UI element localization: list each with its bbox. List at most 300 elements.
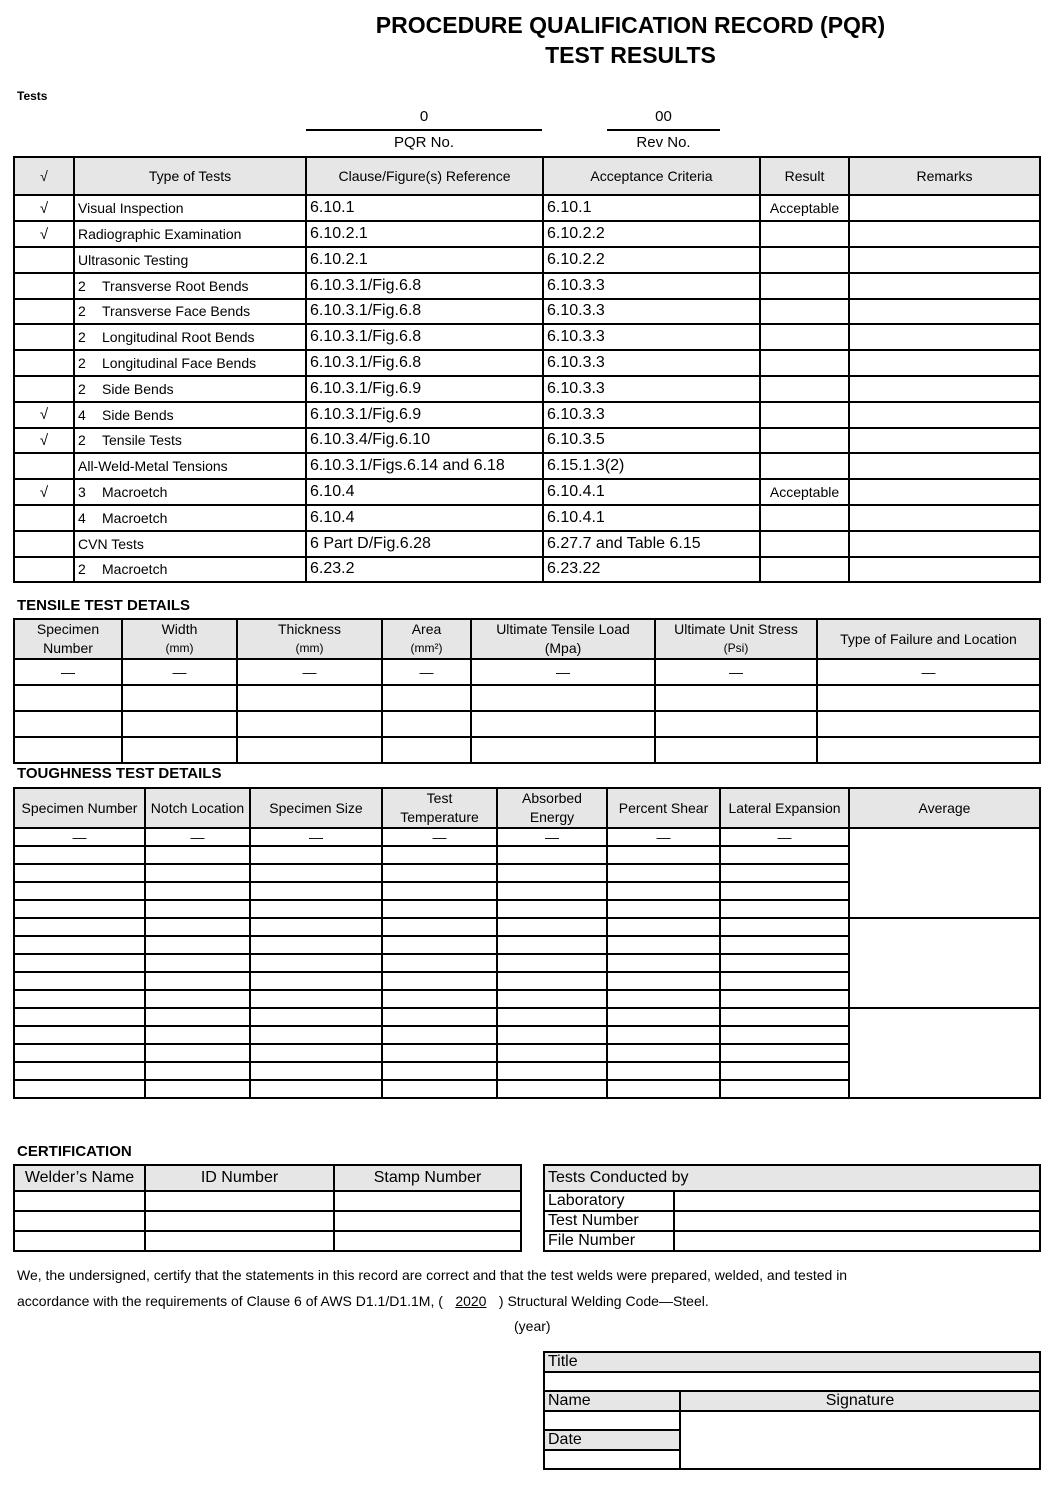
- test-type-label: Visual Inspection: [78, 200, 184, 216]
- col-criteria-header: Acceptance Criteria: [543, 157, 760, 195]
- tensile-cell[interactable]: [471, 711, 655, 737]
- test-result-cell[interactable]: [760, 247, 849, 273]
- test-check-cell[interactable]: [14, 453, 74, 479]
- tensile-column-header: [237, 619, 382, 659]
- toughness-cell[interactable]: [14, 1080, 145, 1098]
- toughness-cell[interactable]: —: [250, 828, 382, 846]
- test-criteria-cell: 6.10.3.3: [543, 350, 760, 376]
- test-check-cell[interactable]: [14, 557, 74, 583]
- toughness-cell[interactable]: [250, 918, 382, 936]
- name-field[interactable]: [544, 1411, 680, 1430]
- test-criteria-cell: 6.10.1: [543, 195, 760, 221]
- toughness-cell[interactable]: [250, 1026, 382, 1044]
- id-number-header: ID Number: [145, 1165, 334, 1191]
- toughness-cell[interactable]: [497, 936, 607, 954]
- test-criteria-cell: 6.10.3.3: [543, 402, 760, 428]
- test-result-cell[interactable]: [760, 505, 849, 531]
- tensile-cell[interactable]: [471, 737, 655, 763]
- test-reference-cell: 6.10.3.1/Fig.6.9: [306, 402, 543, 428]
- toughness-cell[interactable]: [720, 1008, 849, 1026]
- toughness-cell[interactable]: [607, 1044, 720, 1062]
- toughness-cell[interactable]: [145, 936, 250, 954]
- test-reference-cell: 6.10.4: [306, 479, 543, 505]
- file-number-field[interactable]: [674, 1231, 1040, 1251]
- laboratory-field[interactable]: [674, 1191, 1040, 1211]
- test-check-cell[interactable]: √: [14, 195, 74, 221]
- toughness-cell[interactable]: [14, 1026, 145, 1044]
- test-row: [14, 221, 1040, 247]
- tensile-cell[interactable]: [237, 685, 382, 711]
- toughness-cell[interactable]: [145, 1008, 250, 1026]
- tensile-cell[interactable]: [382, 737, 471, 763]
- test-remarks-cell[interactable]: [849, 195, 1040, 221]
- toughness-cell[interactable]: [14, 900, 145, 918]
- toughness-cell[interactable]: [497, 972, 607, 990]
- tensile-row: [14, 659, 1040, 685]
- test-criteria-cell: 6.10.3.3: [543, 273, 760, 299]
- test-type-cell: [74, 195, 306, 221]
- certification-statement-line-1: We, the undersigned, certify that the statements in this record are correct and that the test welds were prepared, welded, and tested in: [17, 1267, 848, 1283]
- rev-number-underline: [607, 129, 720, 131]
- toughness-cell[interactable]: [382, 1080, 497, 1098]
- test-criteria-cell: 6.10.4.1: [543, 479, 760, 505]
- test-criteria-cell: 6.10.3.3: [543, 376, 760, 402]
- test-check-cell[interactable]: [14, 273, 74, 299]
- toughness-cell[interactable]: [145, 882, 250, 900]
- toughness-cell[interactable]: [145, 846, 250, 864]
- toughness-column-header: [382, 788, 497, 828]
- tensile-cell[interactable]: [655, 737, 817, 763]
- test-check-cell[interactable]: [14, 376, 74, 402]
- test-row: [14, 324, 1040, 350]
- toughness-cell[interactable]: [497, 1080, 607, 1098]
- toughness-cell[interactable]: [497, 954, 607, 972]
- toughness-column-header: [250, 788, 382, 828]
- test-remarks-cell[interactable]: [849, 299, 1040, 325]
- test-check-cell[interactable]: √: [14, 221, 74, 247]
- toughness-cell[interactable]: [250, 1080, 382, 1098]
- toughness-cell[interactable]: [720, 936, 849, 954]
- toughness-cell[interactable]: [607, 882, 720, 900]
- test-result-cell[interactable]: [760, 557, 849, 583]
- tensile-cell[interactable]: —: [382, 659, 471, 685]
- test-criteria-cell: 6.10.2.2: [543, 221, 760, 247]
- col-check-header: √: [14, 157, 74, 195]
- test-criteria-cell: 6.10.2.2: [543, 247, 760, 273]
- stamp-number-cell[interactable]: [334, 1231, 521, 1251]
- tensile-cell[interactable]: [655, 711, 817, 737]
- toughness-cell[interactable]: [497, 1044, 607, 1062]
- toughness-cell[interactable]: [14, 864, 145, 882]
- tests-table: [13, 156, 1041, 583]
- test-type-cell: [74, 505, 306, 531]
- tensile-column-header: [122, 619, 237, 659]
- date-field[interactable]: [544, 1450, 680, 1469]
- toughness-cell[interactable]: [382, 900, 497, 918]
- title-line-1: PROCEDURE QUALIFICATION RECORD (PQR): [375, 12, 886, 38]
- test-reference-cell: 6.10.3.4/Fig.6.10: [306, 428, 543, 454]
- toughness-column-header: [145, 788, 250, 828]
- toughness-cell[interactable]: [497, 846, 607, 864]
- toughness-cell[interactable]: [14, 972, 145, 990]
- toughness-cell[interactable]: [14, 1044, 145, 1062]
- toughness-cell[interactable]: [14, 1008, 145, 1026]
- pqr-number-underline: [306, 129, 542, 131]
- toughness-cell[interactable]: [382, 1026, 497, 1044]
- test-check-cell[interactable]: [14, 531, 74, 557]
- toughness-cell[interactable]: [720, 882, 849, 900]
- test-type-cell: [74, 299, 306, 325]
- test-reference-cell: 6 Part D/Fig.6.28: [306, 531, 543, 557]
- toughness-cell[interactable]: [497, 990, 607, 1008]
- test-check-cell[interactable]: [14, 505, 74, 531]
- test-quantity: 2: [78, 329, 86, 346]
- welder-name-cell[interactable]: [14, 1231, 145, 1251]
- test-remarks-cell[interactable]: [849, 479, 1040, 505]
- tensile-header-line-1: Ultimate Tensile Load: [496, 621, 630, 637]
- test-remarks-cell[interactable]: [849, 221, 1040, 247]
- tests-conducted-table: [543, 1164, 1041, 1252]
- toughness-cell[interactable]: [250, 954, 382, 972]
- toughness-cell[interactable]: [720, 864, 849, 882]
- tests-conducted-header: Tests Conducted by: [544, 1165, 1040, 1191]
- toughness-cell[interactable]: [497, 1062, 607, 1080]
- page-title: [0, 10, 1049, 70]
- toughness-header-line-1: Absorbed: [522, 790, 582, 806]
- test-remarks-cell[interactable]: [849, 324, 1040, 350]
- toughness-cell[interactable]: [497, 918, 607, 936]
- test-row: [14, 350, 1040, 376]
- file-number-label: File Number: [544, 1231, 674, 1251]
- toughness-cell[interactable]: [382, 1062, 497, 1080]
- toughness-cell[interactable]: [250, 846, 382, 864]
- tensile-header-line-2: (Mpa): [544, 640, 582, 656]
- test-remarks-cell[interactable]: [849, 428, 1040, 454]
- test-type-cell: [74, 402, 306, 428]
- test-remarks-cell[interactable]: [849, 402, 1040, 428]
- test-result-cell[interactable]: [760, 453, 849, 479]
- test-check-cell[interactable]: √: [14, 479, 74, 505]
- test-criteria-cell: 6.27.7 and Table 6.15: [543, 531, 760, 557]
- toughness-cell[interactable]: —: [607, 828, 720, 846]
- test-quantity: 2: [78, 355, 86, 372]
- test-result-cell[interactable]: [760, 350, 849, 376]
- test-remarks-cell[interactable]: [849, 247, 1040, 273]
- test-number-field[interactable]: [674, 1211, 1040, 1231]
- test-type-label: Macroetch: [102, 484, 168, 501]
- toughness-cell[interactable]: [607, 936, 720, 954]
- toughness-cell[interactable]: [607, 846, 720, 864]
- tensile-header-line-1: Ultimate Unit Stress: [674, 621, 798, 637]
- test-reference-cell: 6.10.3.1/Figs.6.14 and 6.18: [306, 453, 543, 479]
- test-criteria-cell: 6.23.22: [543, 557, 760, 583]
- col-type-header: Type of Tests: [74, 157, 306, 195]
- rev-number-value[interactable]: 00: [655, 108, 672, 125]
- tensile-cell[interactable]: [122, 737, 237, 763]
- toughness-column-header: [720, 788, 849, 828]
- toughness-cell[interactable]: [607, 1008, 720, 1026]
- certification-statement-line-2: [17, 1293, 709, 1309]
- toughness-cell[interactable]: [497, 900, 607, 918]
- laboratory-label: Laboratory: [544, 1191, 674, 1211]
- test-reference-cell: 6.10.2.1: [306, 221, 543, 247]
- stamp-number-header: Stamp Number: [334, 1165, 521, 1191]
- test-remarks-cell[interactable]: [849, 273, 1040, 299]
- toughness-cell[interactable]: [720, 846, 849, 864]
- statement-text-a: accordance with the requirements of Clause 6 of AWS D1.1/D1.1M, (: [17, 1293, 443, 1309]
- tensile-cell[interactable]: [382, 711, 471, 737]
- toughness-cell[interactable]: [250, 990, 382, 1008]
- toughness-cell[interactable]: [250, 1062, 382, 1080]
- test-quantity: 2: [78, 432, 86, 449]
- toughness-cell[interactable]: [607, 972, 720, 990]
- test-check-cell[interactable]: √: [14, 428, 74, 454]
- toughness-cell[interactable]: [607, 1062, 720, 1080]
- toughness-header-line-1: Average: [918, 799, 971, 816]
- toughness-cell[interactable]: [607, 864, 720, 882]
- toughness-cell[interactable]: [250, 900, 382, 918]
- toughness-cell[interactable]: [720, 990, 849, 1008]
- test-row: [14, 299, 1040, 325]
- tensile-cell[interactable]: —: [655, 659, 817, 685]
- toughness-cell[interactable]: [14, 990, 145, 1008]
- test-type-label: Radiographic Examination: [78, 226, 242, 242]
- tensile-cell[interactable]: [237, 737, 382, 763]
- test-remarks-cell[interactable]: [849, 505, 1040, 531]
- test-result-cell[interactable]: [760, 402, 849, 428]
- test-result-cell[interactable]: [760, 299, 849, 325]
- test-check-cell[interactable]: [14, 324, 74, 350]
- tensile-header-line-2: (mm²): [410, 641, 443, 655]
- tensile-header-line-1: Width: [161, 621, 198, 637]
- tensile-table: [13, 618, 1041, 764]
- test-type-cell: [74, 273, 306, 299]
- toughness-cell[interactable]: [720, 1026, 849, 1044]
- test-row: [14, 453, 1040, 479]
- id-number-cell[interactable]: [145, 1211, 334, 1231]
- name-label: Name: [544, 1391, 680, 1411]
- toughness-cell[interactable]: [14, 1062, 145, 1080]
- toughness-cell[interactable]: [145, 1044, 250, 1062]
- test-remarks-cell[interactable]: [849, 376, 1040, 402]
- test-remarks-cell[interactable]: [849, 531, 1040, 557]
- toughness-table: [13, 787, 1041, 1099]
- tensile-cell[interactable]: [655, 685, 817, 711]
- test-type-label: CVN Tests: [78, 535, 144, 552]
- toughness-cell[interactable]: [250, 1044, 382, 1062]
- toughness-cell[interactable]: [382, 1044, 497, 1062]
- toughness-cell[interactable]: [14, 846, 145, 864]
- test-check-cell[interactable]: [14, 299, 74, 325]
- tensile-cell[interactable]: —: [817, 659, 1040, 685]
- tensile-cell[interactable]: —: [471, 659, 655, 685]
- tensile-column-header: [655, 619, 817, 659]
- toughness-header-line-1: Notch Location: [150, 799, 245, 816]
- test-type-label: Longitudinal Face Bends: [102, 355, 257, 372]
- toughness-cell[interactable]: [720, 954, 849, 972]
- id-number-cell[interactable]: [145, 1231, 334, 1251]
- toughness-cell[interactable]: [607, 900, 720, 918]
- toughness-cell[interactable]: [145, 1062, 250, 1080]
- toughness-header-line-1: Specimen Number: [21, 799, 138, 816]
- toughness-cell[interactable]: [607, 918, 720, 936]
- toughness-cell[interactable]: [145, 1080, 250, 1098]
- tensile-cell[interactable]: —: [237, 659, 382, 685]
- tensile-cell[interactable]: —: [14, 659, 122, 685]
- test-check-cell[interactable]: [14, 247, 74, 273]
- toughness-cell[interactable]: [145, 990, 250, 1008]
- toughness-cell[interactable]: [250, 864, 382, 882]
- id-number-cell[interactable]: [145, 1191, 334, 1211]
- title-field[interactable]: [544, 1372, 1040, 1391]
- test-remarks-cell[interactable]: [849, 453, 1040, 479]
- toughness-cell[interactable]: —: [497, 828, 607, 846]
- toughness-cell[interactable]: [14, 918, 145, 936]
- tensile-cell[interactable]: —: [122, 659, 237, 685]
- year-field[interactable]: 2020: [455, 1293, 487, 1309]
- toughness-cell[interactable]: [720, 1080, 849, 1098]
- toughness-average-cell[interactable]: [849, 918, 1040, 1008]
- toughness-cell[interactable]: [720, 1044, 849, 1062]
- toughness-cell[interactable]: [720, 900, 849, 918]
- test-type-cell: [74, 428, 306, 454]
- test-row: [14, 428, 1040, 454]
- test-criteria-cell: 6.10.3.3: [543, 299, 760, 325]
- toughness-cell[interactable]: [145, 954, 250, 972]
- test-reference-cell: 6.10.4: [306, 505, 543, 531]
- tensile-cell[interactable]: [817, 737, 1040, 763]
- toughness-cell[interactable]: —: [145, 828, 250, 846]
- toughness-cell[interactable]: [607, 990, 720, 1008]
- toughness-header-line-2: Energy: [529, 809, 575, 825]
- toughness-cell[interactable]: [382, 846, 497, 864]
- toughness-cell[interactable]: [250, 936, 382, 954]
- toughness-cell[interactable]: [145, 864, 250, 882]
- tensile-header-line-2: (mm): [165, 641, 194, 655]
- test-type-label: Transverse Root Bends: [102, 277, 249, 294]
- toughness-cell[interactable]: [607, 1026, 720, 1044]
- toughness-cell[interactable]: [250, 1008, 382, 1026]
- toughness-cell[interactable]: —: [720, 828, 849, 846]
- test-result-cell[interactable]: Acceptable: [760, 479, 849, 505]
- toughness-cell[interactable]: [720, 972, 849, 990]
- test-type-label: Ultrasonic Testing: [78, 251, 189, 268]
- toughness-cell[interactable]: [145, 972, 250, 990]
- col-remarks-header: Remarks: [849, 157, 1040, 195]
- test-result-cell[interactable]: [760, 273, 849, 299]
- test-type-cell: [74, 531, 306, 557]
- toughness-average-cell[interactable]: [849, 828, 1040, 918]
- toughness-cell[interactable]: [250, 972, 382, 990]
- toughness-cell[interactable]: [382, 972, 497, 990]
- test-type-cell: [74, 324, 306, 350]
- toughness-cell[interactable]: [607, 954, 720, 972]
- toughness-cell[interactable]: [145, 918, 250, 936]
- pqr-number-value[interactable]: 0: [419, 108, 429, 125]
- toughness-cell[interactable]: [14, 954, 145, 972]
- tensile-header-line-2: Number: [43, 640, 93, 656]
- toughness-cell[interactable]: —: [14, 828, 145, 846]
- col-reference-header: Clause/Figure(s) Reference: [306, 157, 543, 195]
- stamp-number-cell[interactable]: [334, 1191, 521, 1211]
- certification-section-title: CERTIFICATION: [17, 1143, 132, 1160]
- test-remarks-cell[interactable]: [849, 350, 1040, 376]
- test-row: [14, 376, 1040, 402]
- toughness-cell[interactable]: —: [382, 828, 497, 846]
- tensile-cell[interactable]: [14, 711, 122, 737]
- toughness-cell[interactable]: [497, 882, 607, 900]
- test-result-cell[interactable]: Acceptable: [760, 195, 849, 221]
- tensile-cell[interactable]: [122, 685, 237, 711]
- toughness-cell[interactable]: [145, 1026, 250, 1044]
- stamp-number-cell[interactable]: [334, 1211, 521, 1231]
- toughness-column-header: [849, 788, 1040, 828]
- tensile-cell[interactable]: [237, 711, 382, 737]
- toughness-cell[interactable]: [720, 1062, 849, 1080]
- test-result-cell[interactable]: [760, 376, 849, 402]
- toughness-cell[interactable]: [497, 1026, 607, 1044]
- toughness-cell[interactable]: [497, 1008, 607, 1026]
- toughness-cell[interactable]: [607, 1080, 720, 1098]
- test-criteria-cell: 6.10.3.5: [543, 428, 760, 454]
- tensile-cell[interactable]: [14, 737, 122, 763]
- toughness-cell[interactable]: [250, 882, 382, 900]
- toughness-cell[interactable]: [720, 918, 849, 936]
- toughness-cell[interactable]: [14, 936, 145, 954]
- test-check-cell[interactable]: [14, 350, 74, 376]
- test-result-cell[interactable]: [760, 324, 849, 350]
- toughness-cell[interactable]: [382, 954, 497, 972]
- toughness-cell[interactable]: [145, 900, 250, 918]
- test-row: [14, 273, 1040, 299]
- tensile-column-header: [14, 619, 122, 659]
- signature-field[interactable]: [680, 1411, 1040, 1469]
- toughness-cell[interactable]: [382, 990, 497, 1008]
- tests-label: Tests: [17, 89, 48, 103]
- welder-name-header: Welder’s Name: [14, 1165, 145, 1191]
- toughness-cell[interactable]: [382, 918, 497, 936]
- toughness-cell[interactable]: [382, 1008, 497, 1026]
- tensile-cell[interactable]: [122, 711, 237, 737]
- tensile-cell[interactable]: [471, 685, 655, 711]
- toughness-cell[interactable]: [14, 882, 145, 900]
- test-row: [14, 479, 1040, 505]
- welder-name-cell[interactable]: [14, 1191, 145, 1211]
- tensile-header-line-2: (mm): [295, 641, 324, 655]
- test-row: [14, 557, 1040, 583]
- toughness-row: [14, 828, 1040, 846]
- welder-name-cell[interactable]: [14, 1211, 145, 1231]
- test-result-cell[interactable]: [760, 428, 849, 454]
- toughness-cell[interactable]: [382, 882, 497, 900]
- test-check-cell[interactable]: √: [14, 402, 74, 428]
- tensile-cell[interactable]: [382, 685, 471, 711]
- toughness-cell[interactable]: [382, 936, 497, 954]
- test-remarks-cell[interactable]: [849, 557, 1040, 583]
- tensile-header-line-2: (Psi): [723, 641, 749, 655]
- toughness-average-cell[interactable]: [849, 1008, 1040, 1098]
- test-type-cell: [74, 350, 306, 376]
- toughness-cell[interactable]: [382, 864, 497, 882]
- tensile-cell[interactable]: [817, 711, 1040, 737]
- toughness-cell[interactable]: [497, 864, 607, 882]
- tensile-cell[interactable]: [14, 685, 122, 711]
- test-result-cell[interactable]: [760, 531, 849, 557]
- tensile-row: [14, 685, 1040, 711]
- test-result-cell[interactable]: [760, 221, 849, 247]
- toughness-header-line-1: Test: [426, 790, 453, 806]
- tensile-cell[interactable]: [817, 685, 1040, 711]
